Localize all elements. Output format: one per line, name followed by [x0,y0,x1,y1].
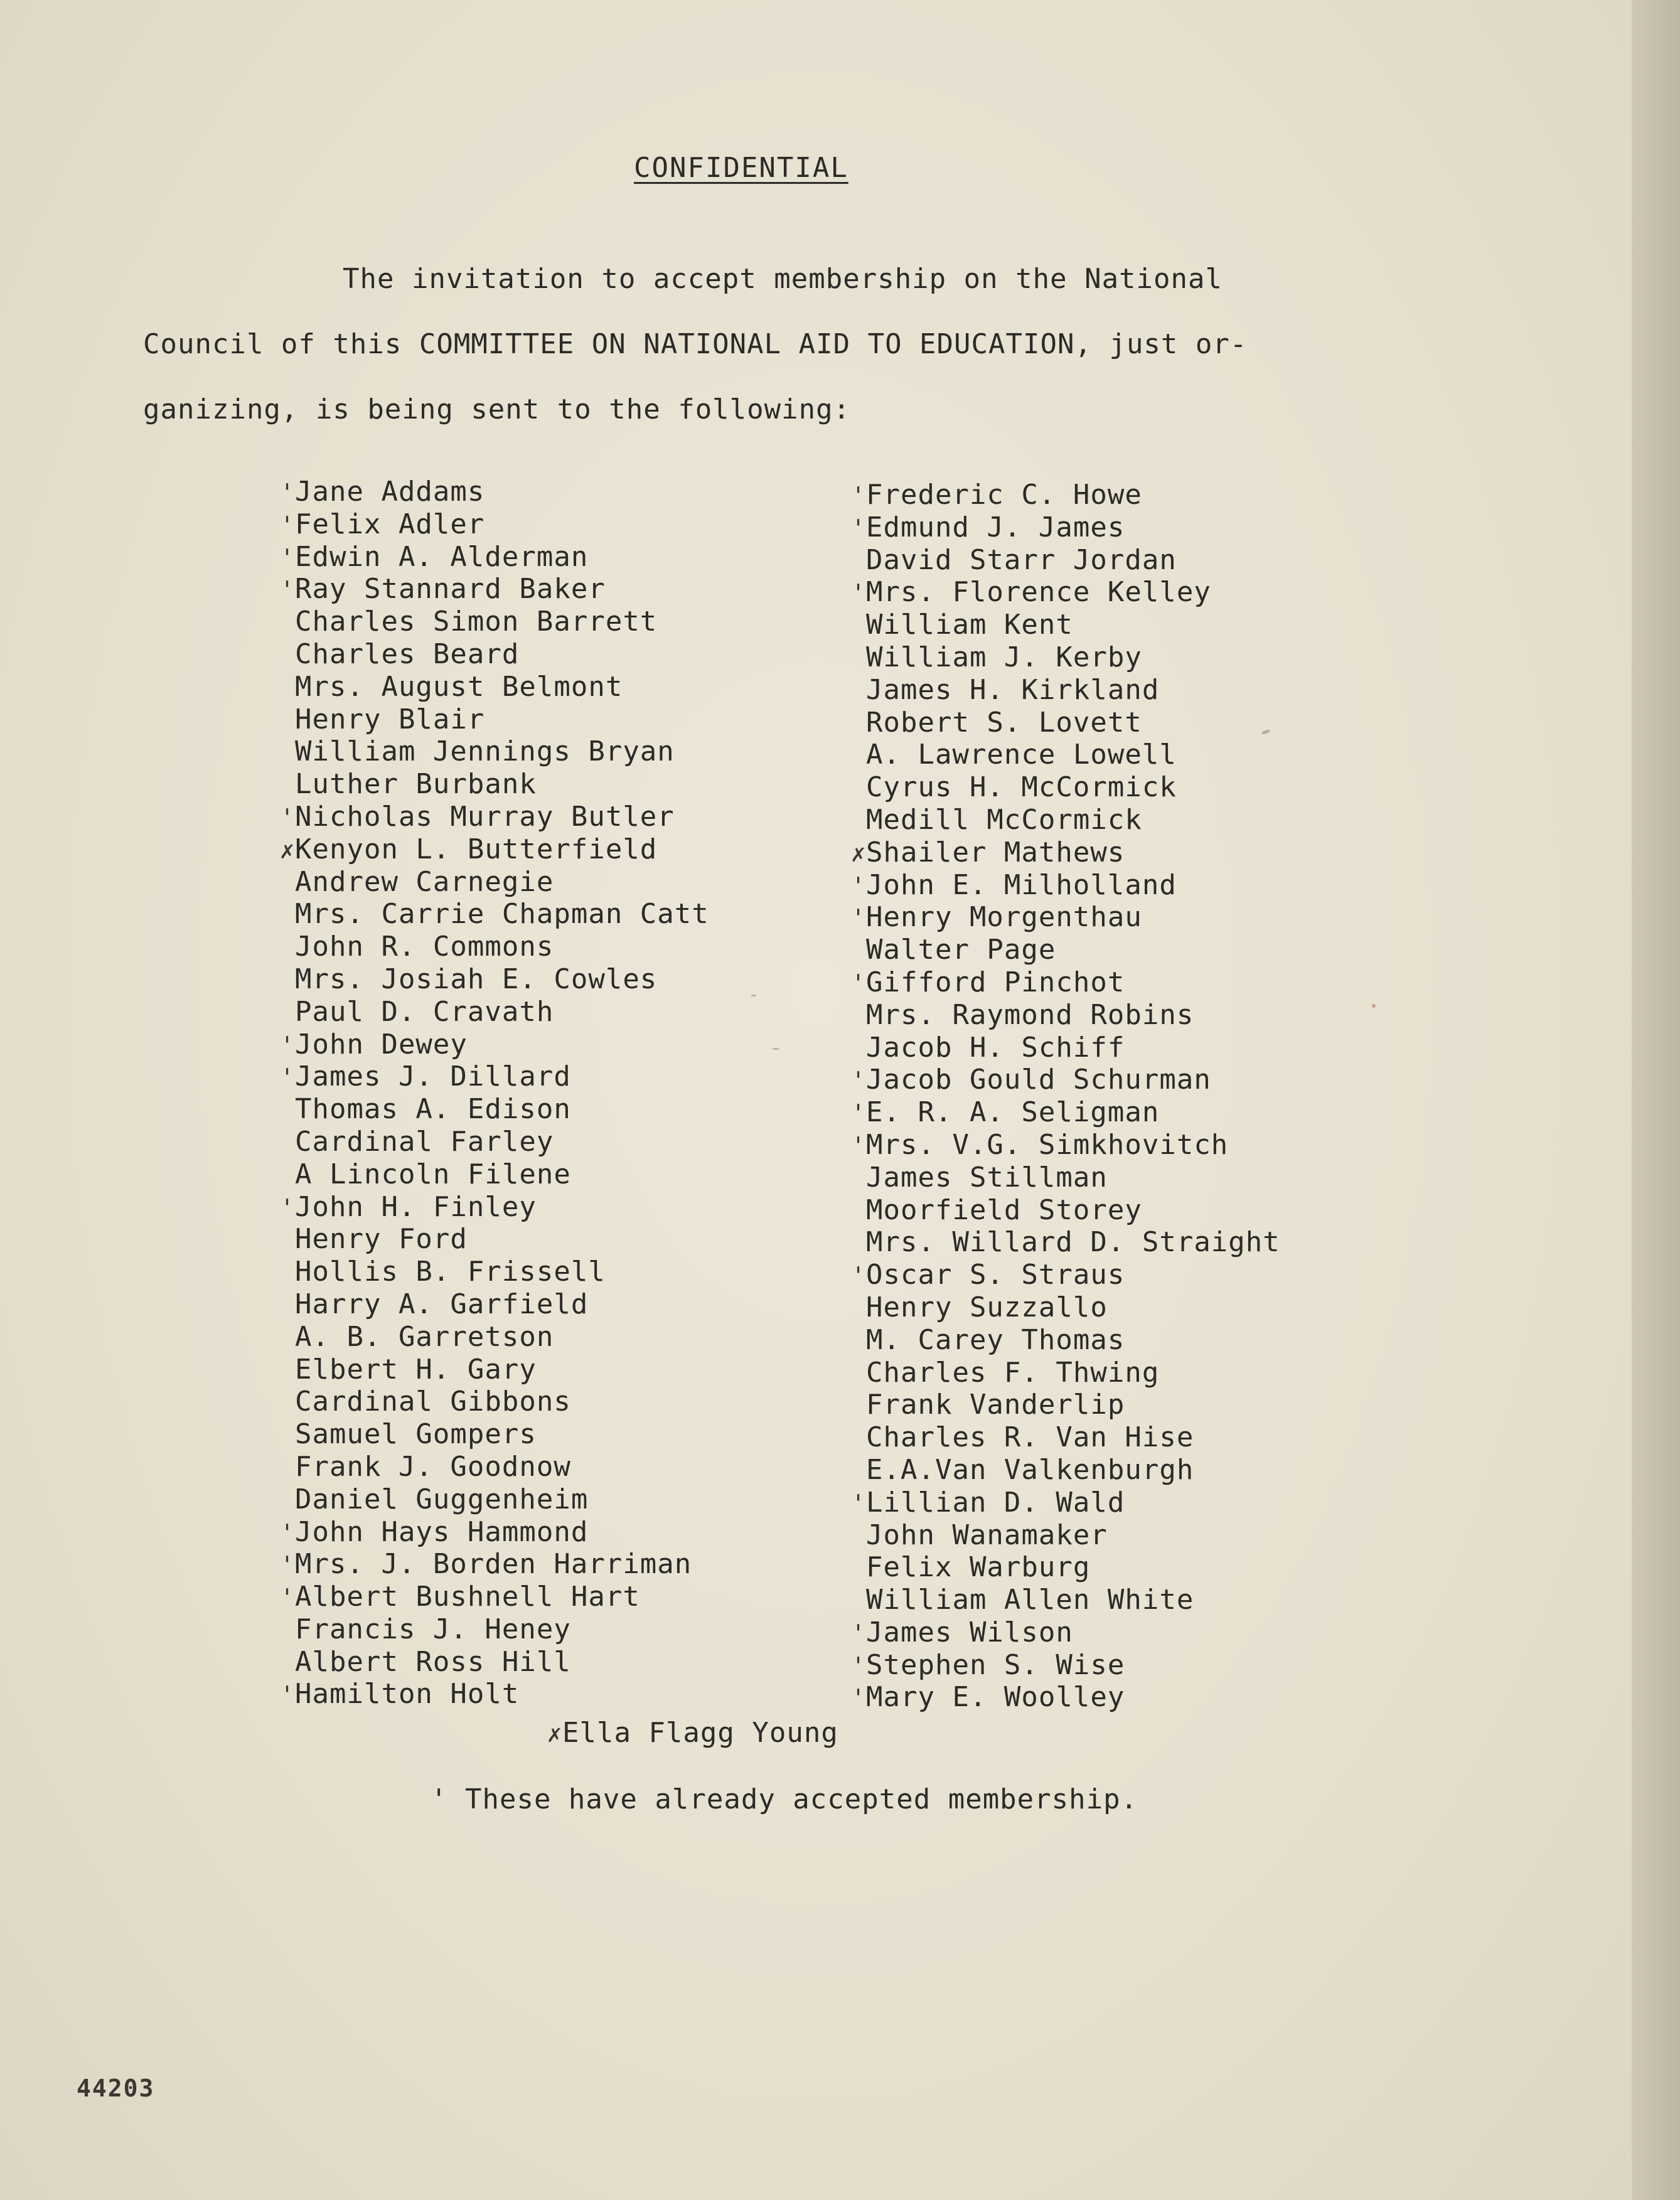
name-entry [847,1161,1280,1194]
member-name: Charles R. Van Hise [866,1421,1194,1454]
intro-line: ganizing, is being sent to the following: [143,393,851,425]
annotation-mark: ' [851,1262,866,1290]
name-entry [847,1129,1280,1161]
member-name: Lillian D. Wald [866,1486,1125,1519]
name-entry [847,511,1280,544]
name-entry [276,1126,709,1158]
member-name: Gifford Pinchot [866,966,1125,998]
name-entry [276,1288,709,1321]
footnote: ' These have already accepted membership. [431,1783,1138,1815]
name-entry [276,898,709,931]
member-name: Hamilton Holt [295,1678,520,1711]
name-entry [847,1194,1280,1227]
annotation-mark: ' [280,543,295,572]
name-entry [276,671,709,703]
name-entry [847,609,1280,641]
annotation-mark: ' [280,1064,295,1092]
annotation-mark: ' [280,1584,295,1612]
member-name: John Dewey [295,1028,468,1060]
member-name: John Hays Hammond [295,1515,589,1548]
annotation-mark: ✗ [547,1720,562,1748]
name-entry [847,576,1280,609]
member-name: John E. Milholland [866,868,1177,901]
member-name: Charles Beard [295,638,520,670]
member-name: E.A.Van Valkenburgh [866,1453,1194,1486]
member-name: Jane Addams [295,476,485,508]
name-entry [276,1354,709,1386]
name-entry [847,934,1280,966]
member-name: Mrs. Josiah E. Cowles [295,963,658,995]
name-entry [276,1418,709,1451]
name-entry [847,1454,1280,1487]
annotation-mark: ' [280,1519,295,1547]
member-name: Mrs. J. Borden Harriman [295,1548,692,1581]
member-name: Jacob H. Schiff [866,1031,1125,1064]
paper-speck [751,995,757,996]
name-entry [847,674,1280,707]
member-name: Jacob Gould Schurman [866,1064,1211,1096]
name-entry [276,703,709,736]
name-entry [847,1519,1280,1552]
annotation-mark: ' [851,1067,866,1095]
member-name: John Wanamaker [866,1519,1108,1551]
name-entry [276,833,709,866]
member-name: Elbert H. Gary [295,1353,537,1386]
name-entry [847,999,1280,1032]
name-entry [847,707,1280,739]
member-name: James J. Dillard [295,1060,571,1093]
paper-speck [1372,1004,1376,1008]
member-name: Felix Adler [295,508,485,540]
name-entry [276,1613,709,1646]
annotation-mark: ' [851,872,866,900]
name-entry [847,544,1280,577]
name-entry [276,1581,709,1613]
member-name: Francis J. Heney [295,1613,571,1645]
name-entry [276,1321,709,1354]
annotation-mark: ' [851,1131,866,1160]
name-entry [276,996,709,1028]
member-name: Albert Bushnell Hart [295,1581,640,1613]
annotation-mark: ' [851,1489,866,1517]
intro-paragraph [143,247,1398,442]
annotation-mark: ' [280,1031,295,1059]
name-entry [276,735,709,768]
annotation-mark: ' [851,904,866,932]
member-name: Mrs. Willard D. Straight [866,1226,1280,1259]
member-name: M. Carey Thomas [866,1323,1125,1356]
name-entry [847,869,1280,902]
member-name: Edwin A. Alderman [295,540,589,573]
member-name: Andrew Carnegie [295,865,554,898]
name-entry [276,573,709,606]
name-entry [847,1389,1280,1421]
name-entry [276,1548,709,1581]
member-name: Charles F. Thwing [866,1356,1160,1389]
annotation-mark: ' [280,511,295,539]
annotation-mark: ✗ [851,839,866,867]
name-entry [276,963,709,996]
annotation-mark: ' [851,1652,866,1680]
member-name: Cardinal Farley [295,1125,554,1158]
name-entry [847,1291,1280,1324]
member-name: Albert Ross Hill [295,1645,571,1678]
name-entry [847,1032,1280,1064]
member-name: Luther Burbank [295,768,537,801]
name-entry [276,476,709,508]
member-name: Oscar S. Straus [866,1259,1125,1291]
name-entry [276,1028,709,1061]
document-title: CONFIDENTIAL [634,152,848,184]
names-left-column [276,476,709,1711]
member-name: Hollis B. Frissell [295,1256,606,1288]
annotation-mark: ' [280,1551,295,1579]
annotation-mark: ' [280,1681,295,1709]
annotation-mark: ' [280,479,295,506]
member-name: A. B. Garretson [295,1320,554,1353]
member-name: Thomas A. Edison [295,1093,571,1126]
member-name: Ella Flagg Young [562,1717,838,1749]
name-entry [847,771,1280,804]
annotation-mark: ' [280,803,295,831]
name-entry [847,1357,1280,1389]
intro-line: Council of this COMMITTEE ON NATIONAL AID TO EDUCATION, just or- [143,328,1248,360]
name-entry [847,1584,1280,1616]
name-entry [847,641,1280,674]
member-name: Shailer Mathews [866,836,1125,868]
member-name: Cardinal Gibbons [295,1386,571,1418]
intro-line: The invitation to accept membership on the National [343,263,1223,295]
name-entry [276,508,709,541]
name-entry [276,1158,709,1191]
name-entry [847,836,1280,869]
member-name: James Stillman [866,1161,1108,1193]
member-name: Stephen S. Wise [866,1648,1125,1681]
name-entry [847,739,1280,771]
name-entry [847,1551,1280,1584]
name-entry [276,1256,709,1288]
member-name: Mrs. V.G. Simkhovitch [866,1128,1229,1161]
member-name: Mary E. Woolley [866,1681,1125,1714]
names-right-column [847,479,1280,1714]
member-name: Moorfield Storey [866,1193,1142,1226]
member-name: Henry Suzzallo [866,1291,1108,1323]
name-entry [847,1064,1280,1096]
name-entry [847,1487,1280,1519]
member-name: James Wilson [866,1616,1073,1648]
member-name: William Jennings Bryan [295,735,675,768]
annotation-mark: ' [851,482,866,510]
name-entry [276,1483,709,1516]
name-entry [847,1226,1280,1259]
member-name: Frederic C. Howe [866,479,1142,511]
annotation-mark: ' [851,969,866,997]
member-name: Frank Vanderlip [866,1389,1125,1421]
member-name: Henry Morgenthau [866,901,1142,934]
member-name: E. R. A. Seligman [866,1096,1160,1129]
member-name: Mrs. Florence Kelley [866,576,1211,609]
member-name: Felix Warburg [866,1551,1091,1584]
name-entry [847,966,1280,999]
member-name: Walter Page [866,934,1056,966]
member-name: Daniel Guggenheim [295,1483,589,1515]
member-name: Mrs. August Belmont [295,670,623,703]
member-name: A Lincoln Filene [295,1158,571,1190]
name-entry [276,1093,709,1126]
name-entry [847,1649,1280,1682]
name-entry [276,1060,709,1093]
annotation-mark: ' [851,1619,866,1647]
name-entry [276,1646,709,1679]
name-entry [276,541,709,574]
annotation-mark: ' [851,1684,866,1712]
member-name: John R. Commons [295,931,554,963]
member-name: Ray Stannard Baker [295,573,606,606]
annotation-mark: ✗ [280,836,295,864]
name-entry [847,1096,1280,1129]
member-name: A. Lawrence Lowell [866,739,1177,771]
name-entry [847,1681,1280,1714]
name-entry [847,1324,1280,1357]
member-name: David Starr Jordan [866,543,1177,576]
name-entry [847,901,1280,934]
member-name: Kenyon L. Butterfield [295,833,658,865]
member-name: Paul D. Cravath [295,995,554,1028]
scan-edge [1632,0,1680,2200]
member-name: William J. Kerby [866,641,1142,673]
annotation-mark: ' [851,579,866,607]
name-entry [276,1678,709,1711]
member-name: Henry Blair [295,703,485,735]
name-entry [276,1191,709,1224]
final-name-entry [543,1717,838,1749]
name-entry [847,804,1280,836]
name-entry [276,1451,709,1483]
name-entry [847,1259,1280,1291]
name-entry [847,1616,1280,1649]
annotation-mark: ' [851,1099,866,1128]
member-name: Robert S. Lovett [866,706,1142,739]
name-entry [276,801,709,833]
member-name: William Kent [866,609,1073,641]
member-name: William Allen White [866,1584,1194,1616]
name-entry [276,1516,709,1549]
member-name: Frank J. Goodnow [295,1450,571,1483]
name-entry [276,606,709,638]
annotation-mark: ' [280,576,295,604]
name-entry [276,1223,709,1256]
page-number: 44203 [77,2075,155,2102]
paper-speck [772,1048,779,1050]
member-name: Mrs. Raymond Robins [866,998,1194,1031]
member-name: Harry A. Garfield [295,1288,589,1320]
annotation-mark: ' [851,514,866,542]
name-entry [276,931,709,963]
member-name: John H. Finley [295,1190,537,1223]
name-entry [276,866,709,899]
member-name: Edmund J. James [866,511,1125,543]
member-name: Medill McCormick [866,803,1142,836]
name-entry [276,638,709,671]
name-entry [276,1386,709,1418]
member-name: Mrs. Carrie Chapman Catt [295,898,709,931]
name-entry [276,768,709,801]
member-name: Nicholas Murray Butler [295,800,675,833]
name-entry [847,1421,1280,1454]
member-name: Charles Simon Barrett [295,606,658,638]
name-entry [847,479,1280,511]
annotation-mark: ' [280,1193,295,1222]
member-name: James H. Kirkland [866,673,1160,706]
member-name: Cyrus H. McCormick [866,771,1177,804]
member-name: Henry Ford [295,1223,468,1256]
member-name: Samuel Gompers [295,1418,537,1451]
